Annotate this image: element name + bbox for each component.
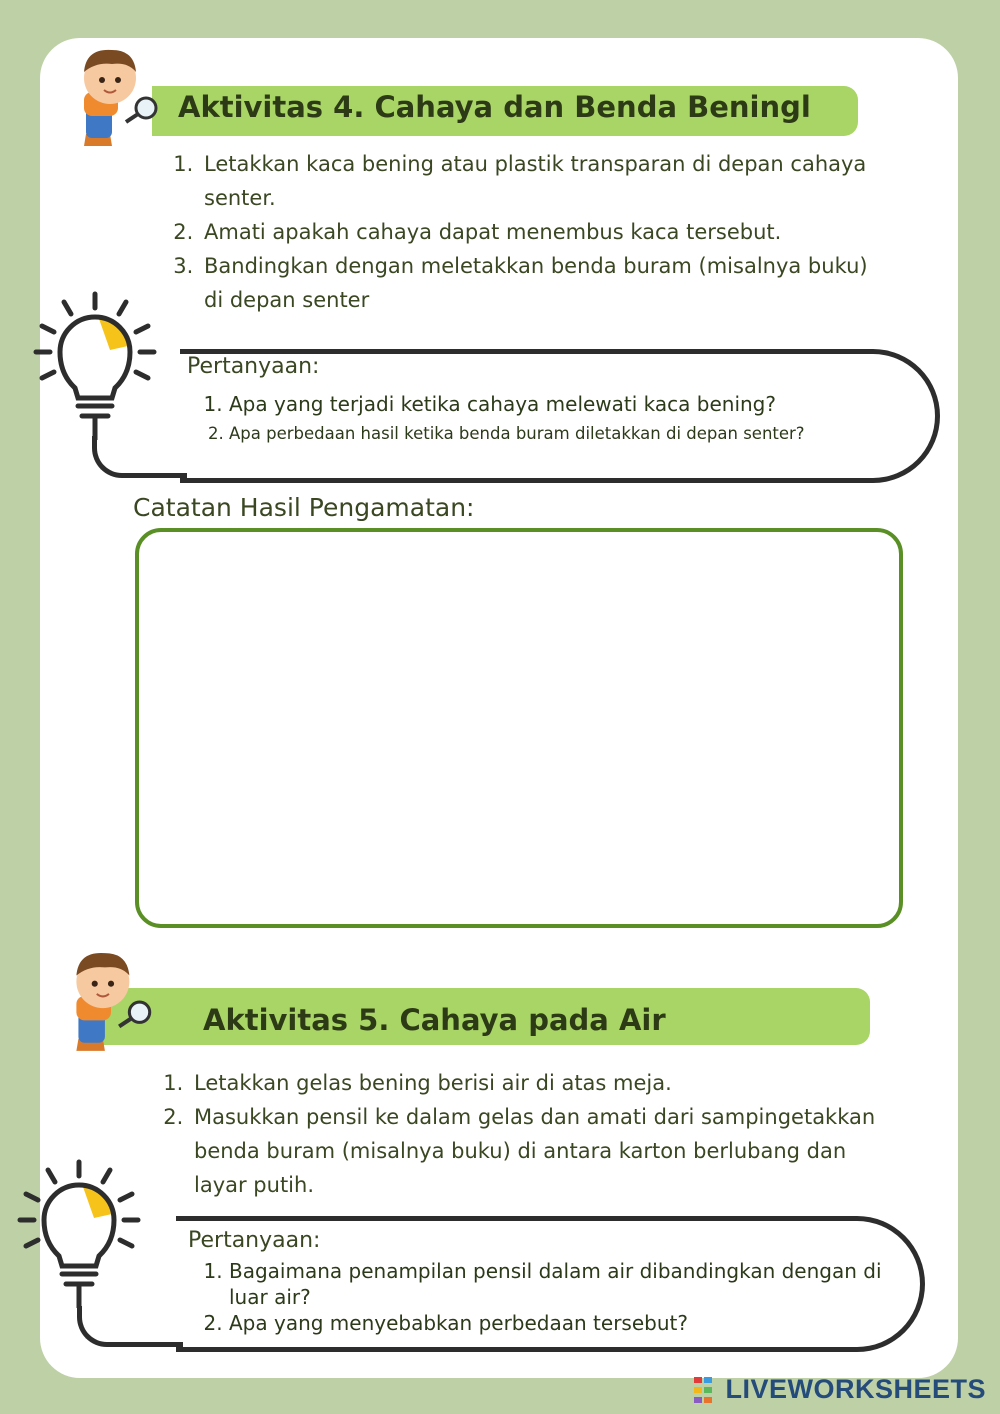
activity5-questions-label: Pertanyaan: [188, 1228, 321, 1253]
activity5-questions [207, 1258, 919, 1336]
observation-notes-box[interactable] [135, 528, 903, 928]
frame-connector [92, 436, 187, 478]
step-item: 1. Letakkan kaca bening atau plastik transparan di depan cahaya senter. [200, 147, 880, 215]
question-item: 2. Apa yang menyebabkan perbedaan tersebut? [229, 1310, 919, 1336]
liveworksheets-logo-icon [694, 1377, 712, 1403]
activity4-questions [207, 389, 949, 449]
question-item: 1. Bagaimana penampilan pensil dalam air dibandingkan dengan di luar air? [229, 1258, 919, 1310]
liveworksheets-brand: LIVEWORKSHEETS [725, 1374, 986, 1404]
activity4-questions-label: Pertanyaan: [187, 354, 320, 379]
step-item: 3. Bandingkan dengan meletakkan benda buram (misalnya buku) di depan senter [200, 249, 880, 317]
step-item: 2. Amati apakah cahaya dapat menembus kaca tersebut. [200, 215, 880, 249]
boy-magnifier-icon [62, 945, 158, 1055]
boy-magnifier-icon [72, 42, 162, 150]
step-item: 1. Letakkan gelas bening berisi air di atas meja. [190, 1066, 890, 1100]
activity5-steps [168, 1066, 890, 1202]
step-item: 2. Masukkan pensil ke dalam gelas dan amati dari sampingetakkan benda buram (misalnya buku) di antara karton berlubang dan layar putih. [190, 1100, 890, 1202]
activity4-steps [178, 147, 880, 317]
activity5-title: Aktivitas 5. Cahaya pada Air [203, 1003, 666, 1037]
question-item: 2. Apa perbedaan hasil ketika benda buram diletakkan di depan senter? [229, 419, 949, 449]
frame-connector [77, 1306, 183, 1347]
notes-title: Catatan Hasil Pengamatan: [133, 493, 475, 522]
question-item: 1. Apa yang terjadi ketika cahaya melewati kaca bening? [229, 389, 949, 419]
activity4-title: Aktivitas 4. Cahaya dan Benda Beningl [178, 90, 811, 124]
